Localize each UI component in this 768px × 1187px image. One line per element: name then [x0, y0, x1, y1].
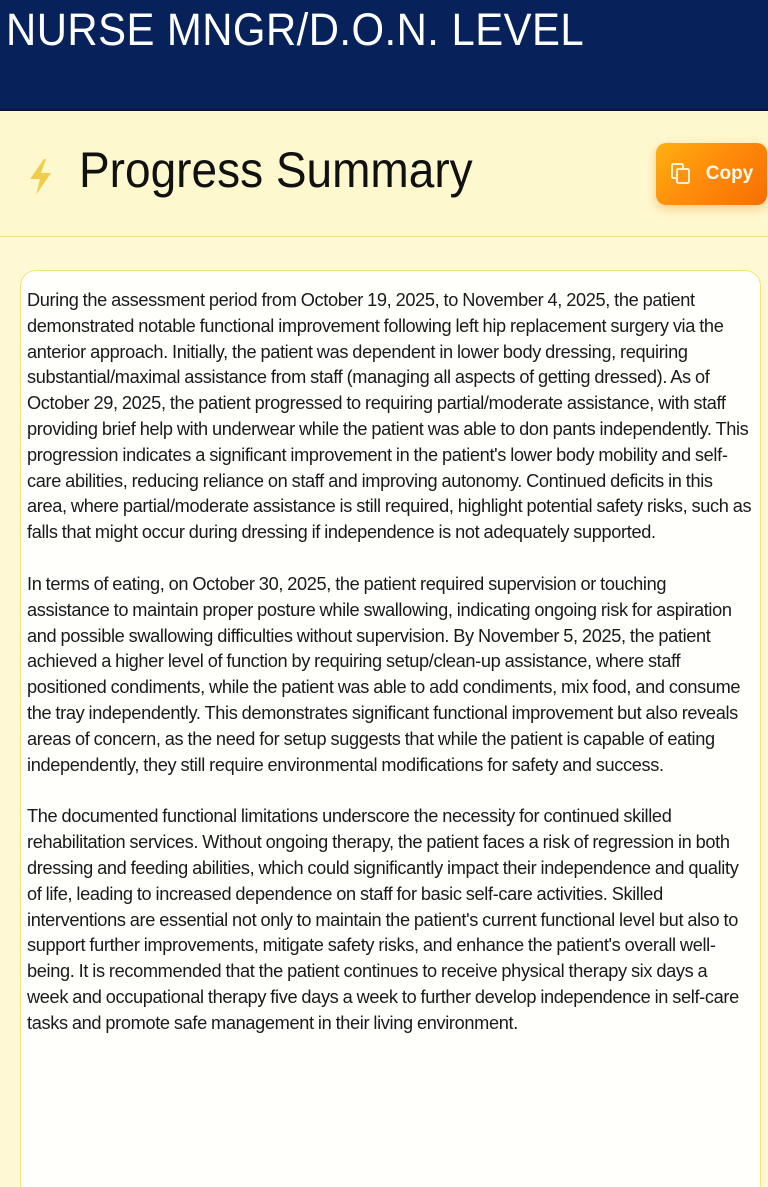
copy-button[interactable]: [656, 143, 767, 205]
summary-paragraph-eating: In terms of eating, on October 30, 2025, the patient required supervision or touching assistance to maintain proper posture while swallowing, indicating ongoing risk for aspiration and possible swallowing difficulties without supervision. By November 5, 2025, the patient achieved a higher level of function by requiring setup/clean-up assistance, where staff positioned condiments, while the patient was able to add condiments, mix food, and consume the tray independently. This demonstrates significant functional improvement but also reveals areas of concern, as the need for setup suggests that while the patient is capable of eating independently, they still require environmental modifications for safety and success.: [27, 573, 741, 775]
copy-button-label: Copy: [705, 163, 754, 184]
copy-icon: [670, 162, 692, 186]
summary-card: [20, 270, 761, 1187]
banner-title: NURSE MNGR/D.O.N. LEVEL: [6, 4, 585, 55]
progress-summary-header: [0, 111, 768, 237]
page-title: Progress Summary: [79, 142, 473, 198]
lightning-bolt-icon: [24, 157, 56, 197]
top-banner: [0, 0, 768, 111]
summary-paragraph-recommendation: The documented functional limitations underscore the necessity for continued skilled rehabilitation services. Without ongoing therapy, the patient faces a risk of regression in both dressing and feeding abilities, which could significantly impact their independence and quality of life, leading to increased dependence on staff for basic self-care activities. Skilled interventions are essential not only to maintain the patient's current functional level but also to support further improvements, mitigate safety risks, and enhance the patient's overall well-being. It is recommended that the patient continues to receive physical therapy six days a week and occupational therapy five days a week to further develop independence in self-care tasks and promote safe management in their living environment.: [27, 806, 739, 1033]
summary-paragraph-dressing: During the assessment period from October 19, 2025, to November 4, 2025, the patient demonstrated notable functional improvement following left hip replacement surgery via the anterior approach. Initially, the patient was dependent in lower body dressing, requiring substantial/maximal assistance from staff (managing all aspects of getting dressed). As of October 29, 2025, the patient progressed to requiring partial/moderate assistance, with staff providing brief help with underwear while the patient was able to don pants independently. This progression indicates a significant improvement in the patient's lower body mobility and self-care abilities, reducing reliance on staff and improving autonomy. Continued deficits in this area, where partial/moderate assistance is still required, highlight potential safety risks, such as falls that might occur during dressing if independence is not adequately supported.: [27, 290, 752, 543]
